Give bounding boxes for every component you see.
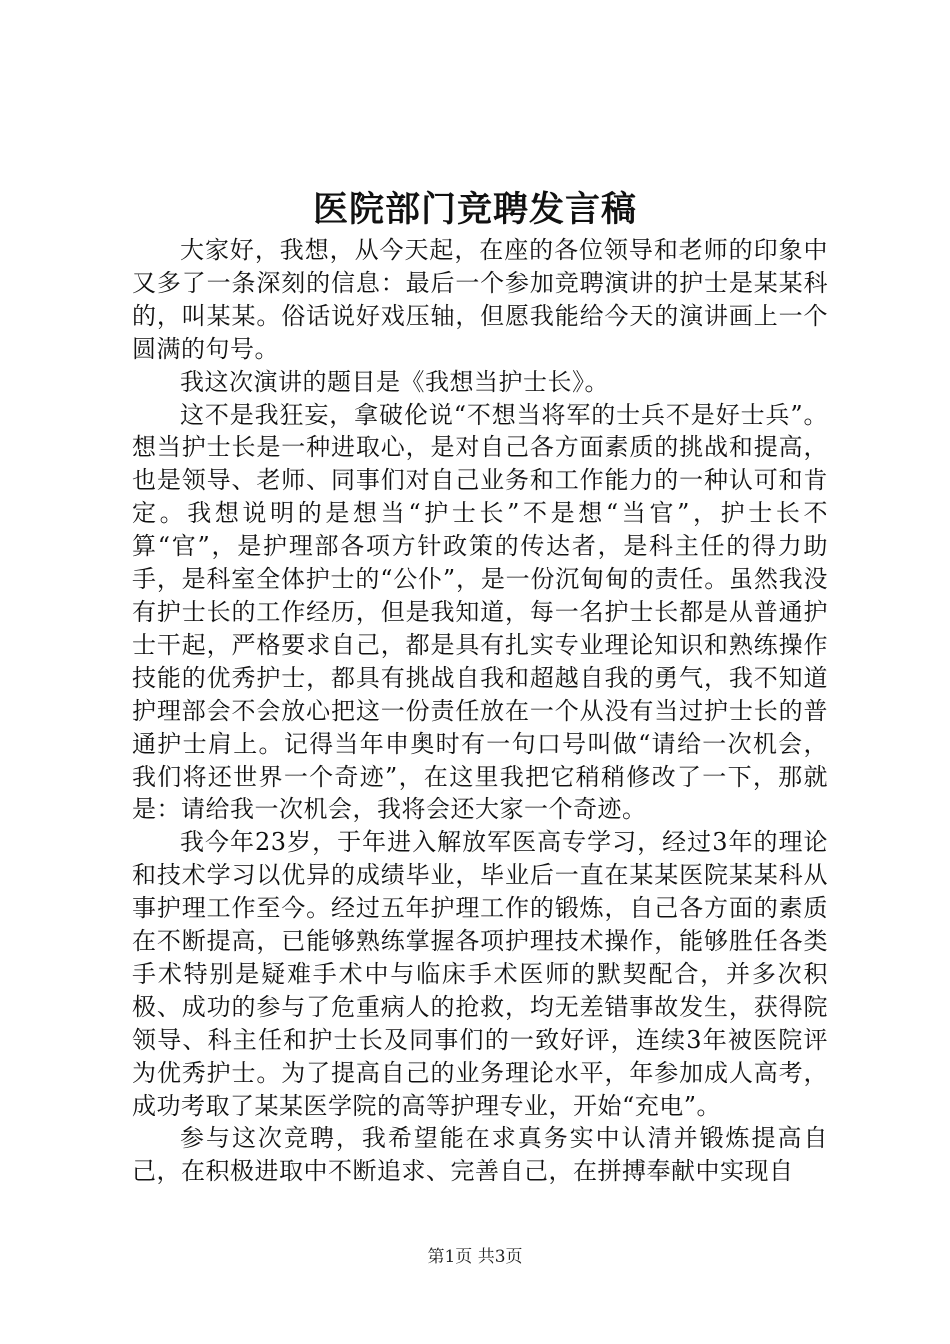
- document-title: 医院部门竞聘发言稿: [312, 189, 637, 230]
- paragraph-motivation: 这不是我狂妄，拿破伦说“不想当将军的士兵不是好士兵”。想当护士长是一种进取心，是对自己各方面素质的挑战和提高，也是领导、老师、同事们对自己业务和工作能力的一种认可和肯定。我想说明的是想当“护士长”不是想“当官”，护士长不算“官”，是护理部各项方针政策的传达者，是科主任的得力助手，是科室全体护士的“公仆”，是一份沉甸甸的责任。虽然我没有护士长的工作经历，但是我知道，每一名护士长都是从普通护士干起，严格要求自己，都是具有扎实专业理论知识和熟练操作技能的优秀护士，都具有挑战自我和超越自我的勇气，我不知道护理部会不会放心把这一份责任放在一个从没有当过护士长的普通护士肩上。记得当年申奥时有一句口号叫做“请给一次机会，我们将还世界一个奇迹”，在这里我把它稍稍修改了一下，那就是：请给我一次机会，我将会还大家一个奇迹。: [132, 400, 828, 824]
- paragraph-speech-topic: 我这次演讲的题目是《我想当护士长》。: [180, 367, 609, 396]
- paragraph-background: 我今年23岁，于年进入解放军医高专学习，经过3年的理论和技术学习以优异的成绩毕业，毕业后一直在某某医院某某科从事护理工作至今。经过五年护理工作的锻炼，自己各方面的素质在不断提高，已能够熟练掌握各项护理技术操作，能够胜任各类手术特别是疑难手术中与临床手术医师的默契配合，并多次积极、成功的参与了危重病人的抢救，均无差错事故发生，获得院领导、科主任和护士长及同事们的一致好评，连续3年被医院评为优秀护士。为了提高自己的业务理论水平，年参加成人高考，成功考取了某某医学院的高等护理专业，开始“充电”。: [132, 828, 828, 1120]
- document-body: [132, 234, 828, 1188]
- paragraph-greeting: 大家好，我想，从今天起，在座的各位领导和老师的印象中又多了一条深刻的信息：最后一个参加竞聘演讲的护士是某某科的，叫某某。俗话说好戏压轴，但愿我能给今天的演讲画上一个圆满的句号。: [132, 236, 828, 363]
- paragraph-goals: 参与这次竞聘，我希望能在求真务实中认清并锻炼提高自己，在积极进取中不断追求、完善自己，在拼搏奉献中实现自: [132, 1124, 828, 1186]
- page-number-footer: 第1页 共3页: [427, 1247, 523, 1267]
